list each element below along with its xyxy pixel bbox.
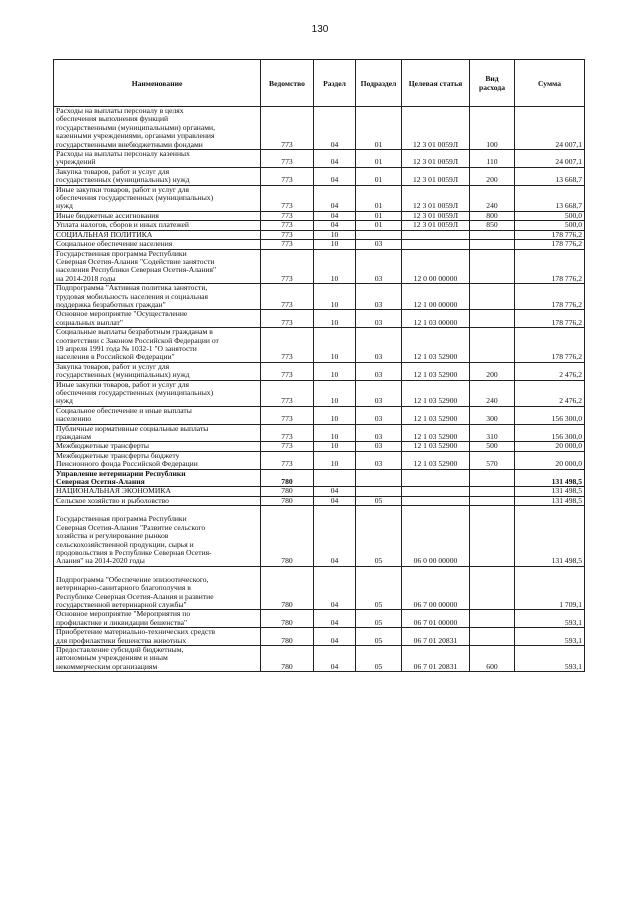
cell-section: 10 [314,230,356,239]
cell-subsection: 01 [356,221,402,230]
cell-name: СОЦИАЛЬНАЯ ПОЛИТИКА [54,230,261,239]
cell-subsection: 03 [356,406,402,424]
cell-target [402,230,470,239]
cell-target [402,496,470,505]
cell-subsection: 05 [356,506,402,566]
cell-subsection: 03 [356,362,402,380]
cell-target: 12 1 03 52900 [402,451,470,469]
cell-dept: 780 [261,496,314,505]
cell-section: 04 [314,107,356,150]
page-number: 130 [311,24,329,35]
cell-name: Основное мероприятие "Осуществление социальных выплат" [54,310,261,328]
cell-dept: 773 [261,362,314,380]
table-row [54,487,585,496]
cell-sum: 178 776,2 [515,328,585,363]
table-row [54,230,585,239]
cell-target: 12 1 03 52900 [402,424,470,442]
cell-exptype [470,240,515,249]
table-row [54,380,585,406]
cell-dept: 773 [261,185,314,211]
cell-section: 10 [314,451,356,469]
cell-sum: 20 000,0 [515,451,585,469]
cell-target: 12 3 01 0059Л [402,150,470,168]
cell-dept: 780 [261,487,314,496]
cell-dept: 780 [261,506,314,566]
table-row [54,362,585,380]
cell-section: 04 [314,645,356,671]
cell-subsection: 03 [356,249,402,284]
cell-section: 04 [314,610,356,628]
cell-exptype: 600 [470,645,515,671]
cell-dept: 773 [261,310,314,328]
cell-name: Публичные нормативные социальные выплаты гражданам [54,424,261,442]
cell-subsection: 05 [356,496,402,505]
cell-dept: 773 [261,211,314,220]
table-row [54,506,585,566]
cell-section: 10 [314,310,356,328]
table-row [54,451,585,469]
cell-exptype [470,506,515,566]
cell-name: Социальное обеспечение населения [54,240,261,249]
cell-target [402,240,470,249]
cell-target: 06 7 01 00000 [402,610,470,628]
cell-subsection: 01 [356,185,402,211]
table-row [54,211,585,220]
cell-subsection: 01 [356,150,402,168]
cell-dept: 773 [261,328,314,363]
cell-dept: 773 [261,221,314,230]
cell-target: 06 7 01 20831 [402,628,470,646]
cell-section: 10 [314,406,356,424]
cell-sum: 178 776,2 [515,240,585,249]
cell-section: 10 [314,328,356,363]
cell-section: 04 [314,185,356,211]
cell-target: 12 3 01 0059Л [402,167,470,185]
cell-dept: 780 [261,469,314,487]
cell-target: 12 1 03 00000 [402,310,470,328]
cell-sum: 156 300,0 [515,406,585,424]
cell-target [402,469,470,487]
header-subsection: Подраздел [356,60,402,107]
table-row [54,221,585,230]
cell-sum: 1 709,1 [515,566,585,610]
cell-sum: 24 007,1 [515,150,585,168]
cell-dept: 773 [261,249,314,284]
cell-exptype [470,487,515,496]
table-row [54,185,585,211]
table-header-row [54,60,585,107]
header-target: Целевая статья [402,60,470,107]
cell-target: 12 3 01 0059Л [402,107,470,150]
cell-dept: 773 [261,424,314,442]
cell-subsection: 03 [356,240,402,249]
cell-name: Уплата налогов, сборов и иных платежей [54,221,261,230]
cell-subsection: 03 [356,451,402,469]
cell-target [402,487,470,496]
cell-target: 12 3 01 0059Л [402,211,470,220]
table-row [54,628,585,646]
cell-sum: 131 498,5 [515,487,585,496]
cell-dept: 780 [261,628,314,646]
table-row [54,150,585,168]
cell-name: Сельское хозяйство и рыболовство [54,496,261,505]
cell-name: Закупка товаров, работ и услуг для государственных (муниципальных) нужд [54,167,261,185]
cell-dept: 773 [261,380,314,406]
cell-section: 04 [314,167,356,185]
cell-subsection: 01 [356,167,402,185]
table-row [54,610,585,628]
cell-name: Подпрограмма "Обеспечение эпизоотического, ветеринарно-санитарного благополучия в Республике Северная Осетия-Алания и развитие государственной ветеринарной службы" [54,566,261,610]
table-row [54,167,585,185]
cell-exptype [470,496,515,505]
table-row [54,328,585,363]
cell-name: Приобретение материально-технических средств для профилактики бешенства животных [54,628,261,646]
cell-name: Подпрограмма "Активная политика занятости, трудовая мобильность населения и социальная поддержка безработных граждан" [54,284,261,310]
cell-subsection: 05 [356,610,402,628]
cell-section: 10 [314,240,356,249]
table-row [54,424,585,442]
cell-name: Государственная программа Республики Северная Осетия-Алания "Развитие сельского хозяйства и регулирование рынков сельскохозяйственной продукции, сырья и продовольствия в Республике Северная Осетия- Алания" на 2014-2020 годы [54,506,261,566]
cell-name: Социальное обеспечение и иные выплаты населению [54,406,261,424]
cell-subsection: 01 [356,211,402,220]
cell-exptype: 800 [470,211,515,220]
cell-section: 04 [314,628,356,646]
cell-dept: 773 [261,107,314,150]
cell-exptype [470,310,515,328]
table-row [54,240,585,249]
cell-sum: 500,0 [515,221,585,230]
cell-dept: 773 [261,451,314,469]
table-row [54,406,585,424]
cell-section: 10 [314,284,356,310]
cell-subsection [356,487,402,496]
cell-name: Социальные выплаты безработным гражданам в соответствии с Законом Российской Федерации от 19 апреля 1991 года № 1032-1 "О занятости населения в Российской Федерации" [54,328,261,363]
table-row [54,645,585,671]
cell-subsection: 01 [356,107,402,150]
cell-sum: 13 668,7 [515,185,585,211]
cell-dept: 773 [261,230,314,239]
table-row [54,566,585,610]
cell-sum: 131 498,5 [515,506,585,566]
cell-name: Государственная программа Республики Северная Осетия-Алания "Содействие занятости населения Республики Северная Осетия-Алания" на 2014-2018 годы [54,249,261,284]
cell-section [314,469,356,487]
cell-section: 04 [314,211,356,220]
cell-target: 12 1 03 52900 [402,328,470,363]
cell-target: 12 0 00 00000 [402,249,470,284]
cell-sum: 593,1 [515,628,585,646]
cell-target: 12 1 03 52900 [402,406,470,424]
table-row [54,469,585,487]
cell-exptype: 310 [470,424,515,442]
cell-sum: 593,1 [515,610,585,628]
cell-dept: 773 [261,167,314,185]
cell-target: 12 3 01 0059Л [402,185,470,211]
cell-subsection [356,469,402,487]
cell-section: 10 [314,424,356,442]
cell-subsection [356,230,402,239]
cell-name: Расходы на выплаты персоналу казенных учреждений [54,150,261,168]
table-row [54,442,585,451]
cell-sum: 2 476,2 [515,362,585,380]
cell-subsection: 03 [356,380,402,406]
header-exptype: Вид расхода [470,60,515,107]
cell-name: НАЦИОНАЛЬНАЯ ЭКОНОМИКА [54,487,261,496]
cell-subsection: 05 [356,628,402,646]
cell-sum: 131 498,5 [515,469,585,487]
cell-section: 10 [314,442,356,451]
cell-target: 06 7 01 20831 [402,645,470,671]
table-body [54,107,585,672]
cell-target: 06 0 00 00000 [402,506,470,566]
cell-name: Основное мероприятие "Мероприятия по профилактике и ликвидации бешенства" [54,610,261,628]
header-section: Раздел [314,60,356,107]
cell-exptype [470,328,515,363]
cell-section: 10 [314,380,356,406]
cell-exptype [470,566,515,610]
cell-sum: 131 498,5 [515,496,585,505]
cell-dept: 773 [261,284,314,310]
cell-exptype: 200 [470,167,515,185]
cell-target: 12 1 03 52900 [402,442,470,451]
cell-exptype [470,230,515,239]
cell-exptype: 500 [470,442,515,451]
cell-name: Закупка товаров, работ и услуг для государственных (муниципальных) нужд [54,362,261,380]
cell-sum: 2 476,2 [515,380,585,406]
cell-section: 10 [314,362,356,380]
cell-exptype: 570 [470,451,515,469]
cell-sum: 13 668,7 [515,167,585,185]
cell-name: Иные бюджетные ассигнования [54,211,261,220]
budget-table [53,59,585,672]
cell-section: 04 [314,487,356,496]
cell-exptype: 240 [470,380,515,406]
table-row [54,496,585,505]
cell-dept: 773 [261,442,314,451]
cell-exptype [470,249,515,284]
cell-name: Иные закупки товаров, работ и услуг для обеспечения государственных (муниципальных) нужд [54,185,261,211]
cell-name: Предоставление субсидий бюджетным, автономным учреждениям и иным некоммерческим организациям [54,645,261,671]
cell-sum: 500,0 [515,211,585,220]
cell-target: 12 1 03 52900 [402,380,470,406]
cell-exptype [470,469,515,487]
cell-name: Иные закупки товаров, работ и услуг для обеспечения государственных (муниципальных) нужд [54,380,261,406]
cell-section: 04 [314,506,356,566]
cell-sum: 178 776,2 [515,284,585,310]
cell-subsection: 03 [356,424,402,442]
cell-name: Межбюджетные трансферты бюджету Пенсионного фонда Российской Федерации [54,451,261,469]
table-row [54,284,585,310]
cell-exptype: 240 [470,185,515,211]
cell-exptype [470,284,515,310]
cell-dept: 773 [261,240,314,249]
cell-target: 12 1 00 00000 [402,284,470,310]
cell-subsection: 05 [356,645,402,671]
header-sum: Сумма [515,60,585,107]
cell-dept: 780 [261,610,314,628]
table-row [54,310,585,328]
header-dept: Ведомство [261,60,314,107]
cell-name: Межбюджетные трансферты [54,442,261,451]
cell-sum: 156 300,0 [515,424,585,442]
cell-dept: 780 [261,566,314,610]
cell-exptype: 100 [470,107,515,150]
cell-sum: 20 000,0 [515,442,585,451]
cell-subsection: 05 [356,566,402,610]
cell-name: Расходы на выплаты персоналу в целях обеспечения выполнения функций государственными (муниципальными) органами, казенными учреждениями, органами управления государственными внебюджетными фондами [54,107,261,150]
cell-dept: 780 [261,645,314,671]
cell-section: 04 [314,150,356,168]
cell-target: 06 7 00 00000 [402,566,470,610]
table-row [54,249,585,284]
cell-subsection: 03 [356,328,402,363]
cell-exptype [470,610,515,628]
cell-dept: 773 [261,150,314,168]
cell-section: 04 [314,221,356,230]
cell-section: 10 [314,249,356,284]
cell-sum: 178 776,2 [515,230,585,239]
cell-exptype: 850 [470,221,515,230]
cell-sum: 178 776,2 [515,249,585,284]
cell-sum: 593,1 [515,645,585,671]
cell-name: Управление ветеринарии Республики Северная Осетия-Алания [54,469,261,487]
cell-exptype: 200 [470,362,515,380]
cell-subsection: 03 [356,284,402,310]
cell-sum: 178 776,2 [515,310,585,328]
cell-section: 04 [314,496,356,505]
cell-exptype: 300 [470,406,515,424]
cell-subsection: 03 [356,442,402,451]
cell-target: 12 1 03 52900 [402,362,470,380]
cell-exptype [470,628,515,646]
table-row [54,107,585,150]
cell-dept: 773 [261,406,314,424]
cell-subsection: 03 [356,310,402,328]
cell-sum: 24 007,1 [515,107,585,150]
header-name: Наименование [54,60,261,107]
cell-exptype: 110 [470,150,515,168]
cell-target: 12 3 01 0059Л [402,221,470,230]
cell-section: 04 [314,566,356,610]
